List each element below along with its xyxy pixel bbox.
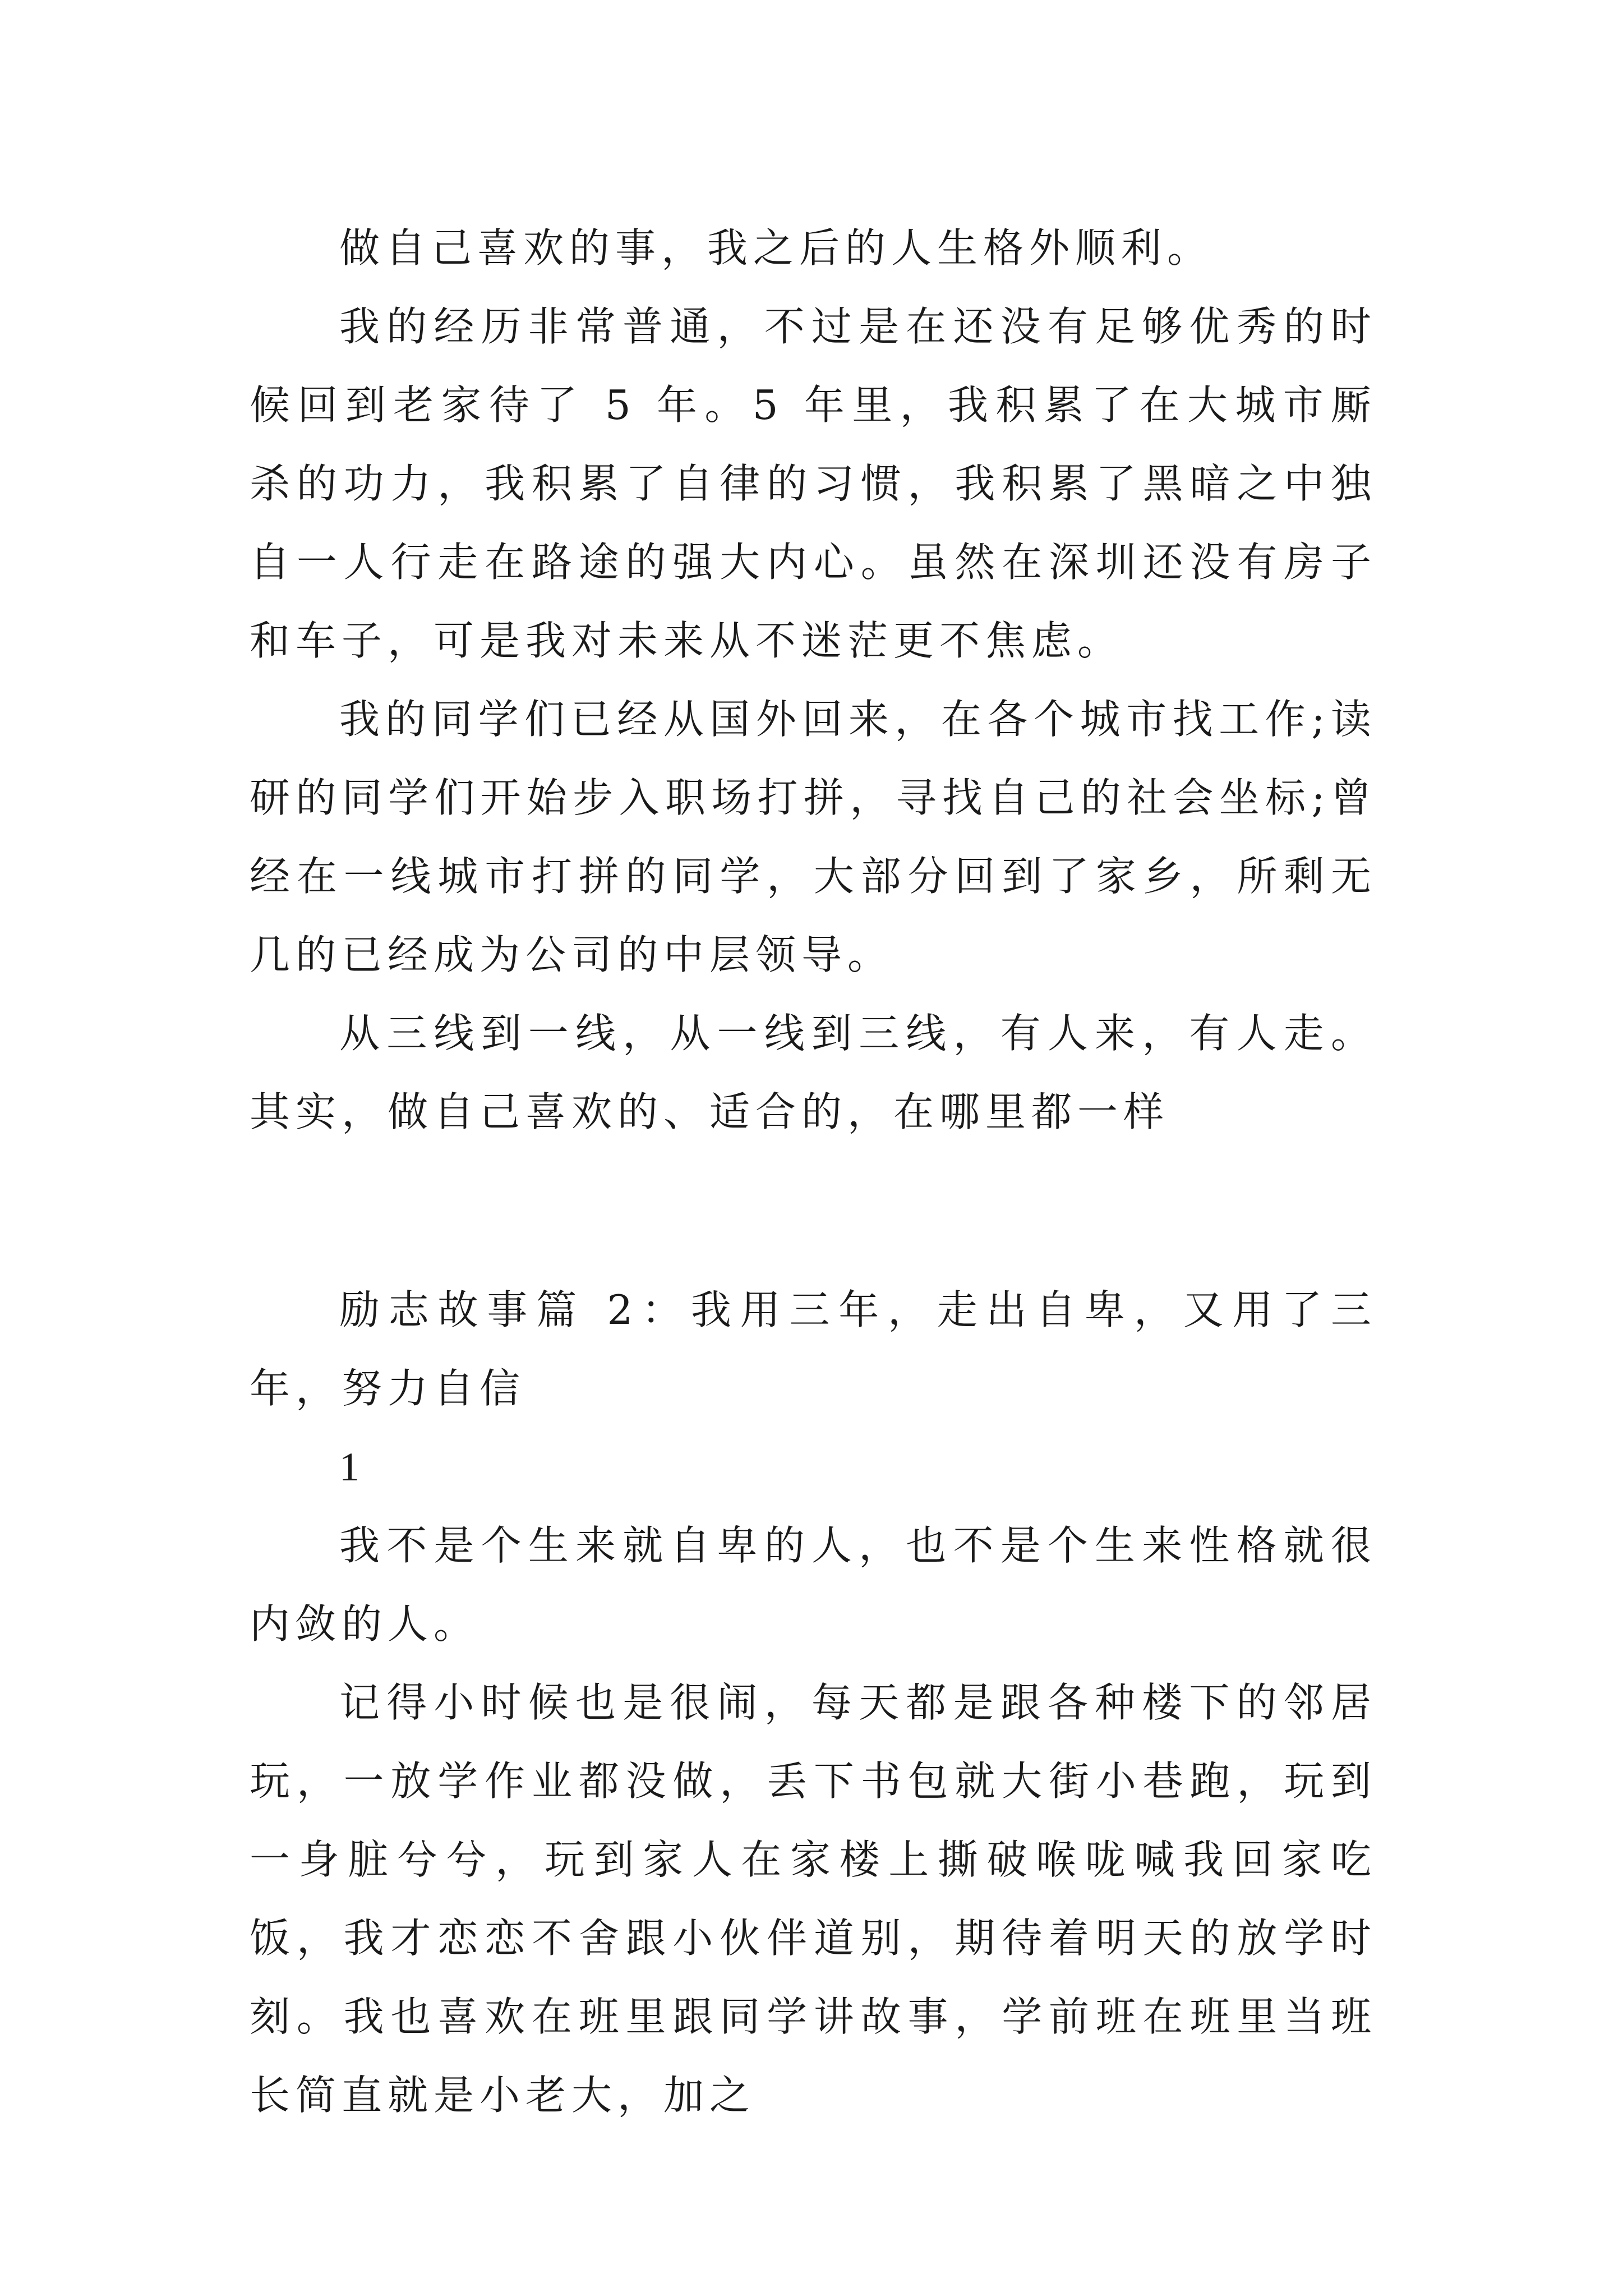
- section-heading: 励志故事篇 2：我用三年，走出自卑，又用了三年，努力自信: [250, 1286, 1377, 1412]
- paragraph: 从三线到一线，从一线到三线，有人来，有人走。其实，做自己喜欢的、适合的，在哪里都一样: [250, 1010, 1377, 1135]
- section-number: 1: [339, 1444, 365, 1489]
- paragraph: 我不是个生来就自卑的人，也不是个生来性格就很内敛的人。: [250, 1522, 1377, 1648]
- paragraph: 我的经历非常普通，不过是在还没有足够优秀的时候回到老家待了 5 年。5 年里，我积累了在大城市厮杀的功力，我积累了自律的习惯，我积累了黑暗之中独自一人行走在路途的强大内心。虽然在深圳还没有房子和车子，可是我对未来从不迷茫更不焦虑。: [250, 303, 1377, 664]
- text-block-part2: [250, 1271, 1377, 2134]
- paragraph: 做自己喜欢的事，我之后的人生格外顺利。: [339, 224, 1214, 272]
- paragraph: 我的同学们已经从国外回来，在各个城市找工作;读研的同学们开始步入职场打拼，寻找自己的社会坐标;曾经在一线城市打拼的同学，大部分回到了家乡，所剩无几的已经成为公司的中层领导。: [250, 696, 1377, 978]
- paragraph: 记得小时候也是很闹，每天都是跟各种楼下的邻居玩，一放学作业都没做，丢下书包就大街小巷跑，玩到一身脏兮兮，玩到家人在家楼上撕破喉咙喊我回家吃饭，我才恋恋不舍跟小伙伴道别，期待着明天的放学时刻。我也喜欢在班里跟同学讲故事，学前班在班里当班长简直就是小老大，加之: [250, 1679, 1377, 2119]
- text-block-part1: [250, 209, 1377, 1151]
